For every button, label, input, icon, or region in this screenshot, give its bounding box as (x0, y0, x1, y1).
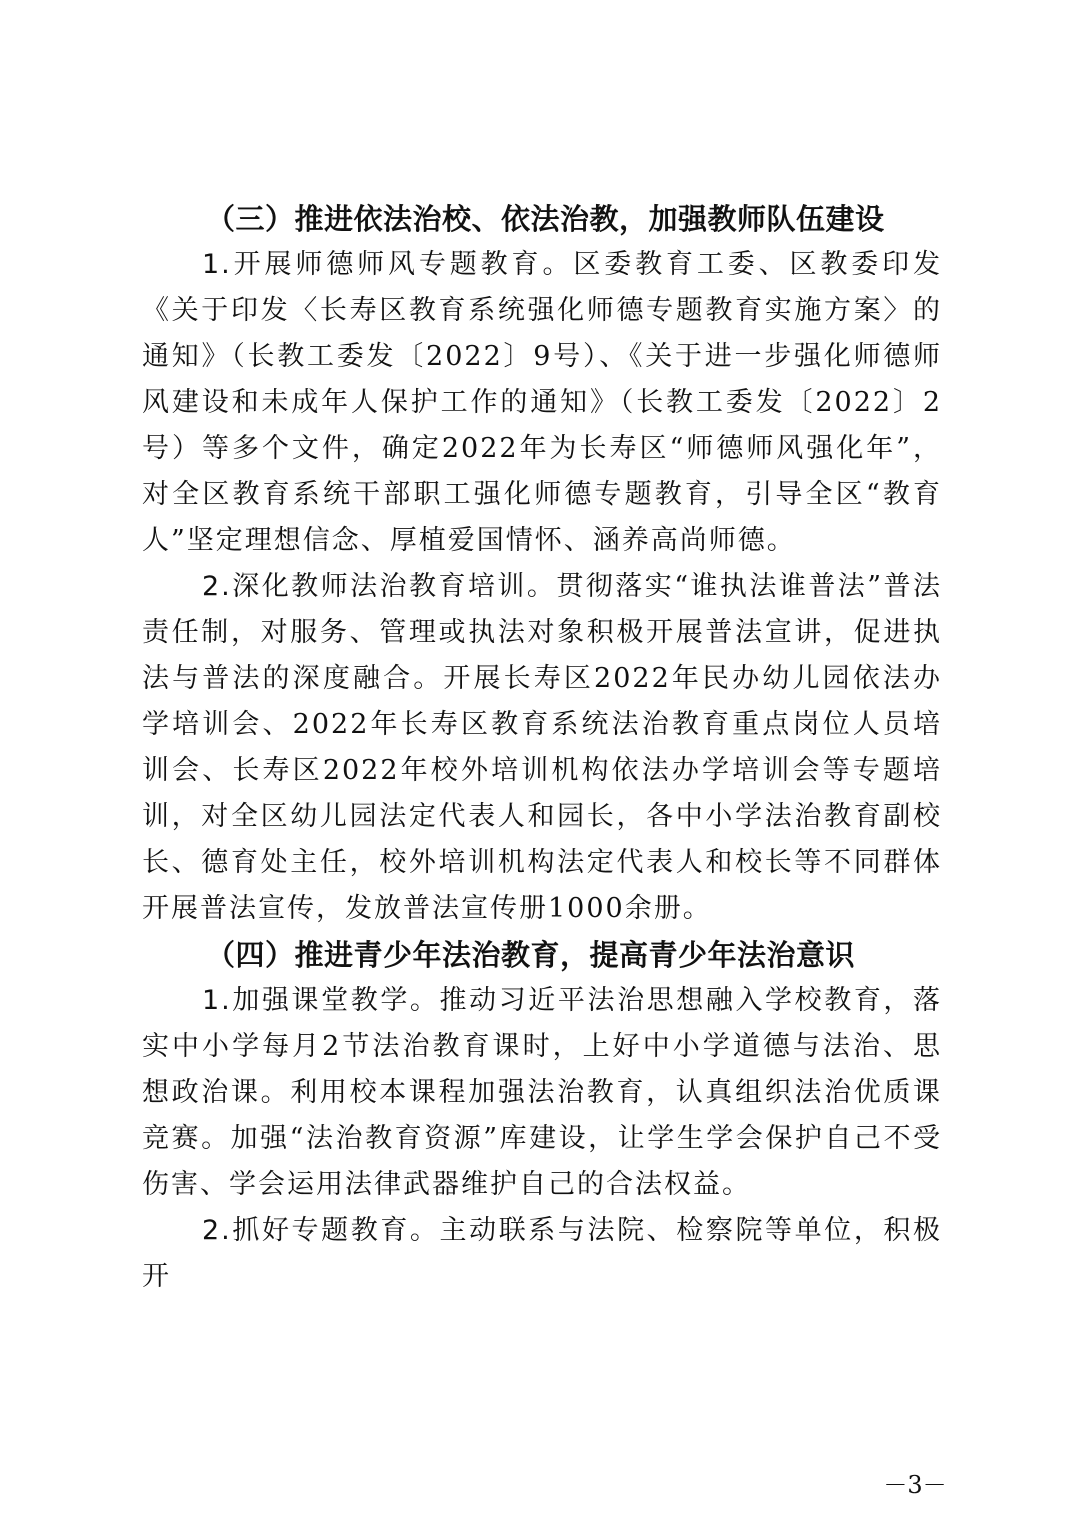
paragraph-text: 主动联系与法院、检察院等单位，积极开 (142, 1215, 943, 1292)
paragraph-teacher-ethics-education (142, 242, 942, 564)
page-number: －3－ (883, 1471, 947, 1499)
paragraph-lead: 1.加强课堂教学。 (202, 985, 440, 1016)
paragraph-lead: 1.开展师德师风专题教育。 (202, 249, 574, 280)
paragraph-lead: 2.抓好专题教育。 (202, 1215, 440, 1246)
paragraph-text: 区委教育工委、区教委印发《关于印发〈长寿区教育系统强化师德专题教育实施方案〉的通知》（长教工委发〔2022〕9号）、《关于进一步强化师德师风建设和未成年人保护工作的通知》（长教工委发〔2022〕2号）等多个文件，确定2022年为长寿区“师德师风强化年”，对全区教育系统干部职工强化师德专题教育，引导全区“教育人”坚定理想信念、厚植爱国情怀、涵养高尚师德。 (142, 249, 943, 556)
paragraph-text: 贯彻落实“谁执法谁普法”普法责任制，对服务、管理或执法对象积极开展普法宣讲，促进执法与普法的深度融合。开展长寿区2022年民办幼儿园依法办学培训会、2022年长寿区教育系统法治教育重点岗位人员培训会、长寿区2022年校外培训机构依法办学培训会等专题培训，对全区幼儿园法定代表人和园长，各中小学法治教育副校长、德育处主任，校外培训机构法定代表人和校长等不同群体开展普法宣传，发放普法宣传册1000余册。 (142, 571, 942, 924)
paragraph-teacher-law-training (142, 564, 942, 932)
paragraph-text: 推动习近平法治思想融入学校教育，落实中小学每月2节法治教育课时，上好中小学道德与法治、思想政治课。利用校本课程加强法治教育，认真组织法治优质课竞赛。加强“法治教育资源”库建设，让学生学会保护自己不受伤害、学会运用法律武器维护自己的合法权益。 (142, 985, 943, 1200)
paragraph-lead: 2.深化教师法治教育培训。 (202, 571, 557, 602)
document-body (142, 196, 942, 1300)
paragraph-special-education (142, 1208, 942, 1300)
section-heading-4: （四）推进青少年法治教育，提高青少年法治意识 (206, 938, 856, 972)
paragraph-classroom-teaching (142, 978, 942, 1208)
section-heading-3: （三）推进依法治校、依法治教，加强教师队伍建设 (206, 202, 885, 236)
